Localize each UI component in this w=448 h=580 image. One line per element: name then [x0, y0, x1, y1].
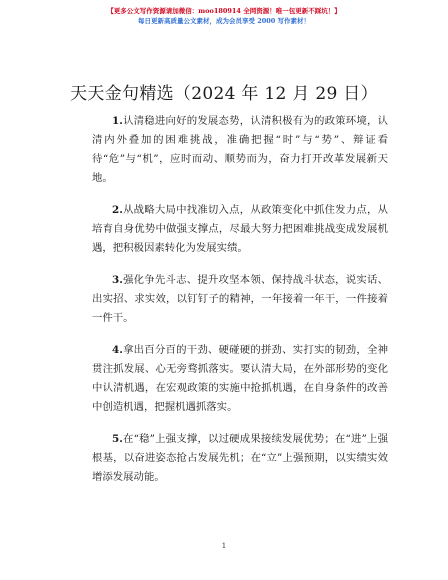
- paragraph-4: [92, 341, 388, 417]
- paragraph-text: 从战略大局中找准切入点，从政策变化中抓住发力点，从培育自身优势中做强支撑点，尽最大努力把困难挑战变成发展机遇，把积极因素转化为发展实绩。: [92, 204, 388, 254]
- paragraph-text: 在“稳”上强支撑，以过硬成果接续发展优势；在“进”上强根基，以奋进姿态抢占发展先机；在“立”上强预期，以实绩实效增添发展动能。: [92, 433, 388, 483]
- document-body: [92, 112, 388, 500]
- banner-line-2: 每日更新高质量公文素材，成为会员享受 2000 写作素材！: [137, 17, 311, 25]
- paragraph-number: 2.: [112, 204, 123, 216]
- banner-line-1: 【更多公文写作资源请加微信：moo180914 全网资源！唯一包更新不踩坑！】: [107, 7, 341, 15]
- page-title: 天天金句精选（2024 年 12 月 29 日）: [70, 84, 378, 104]
- paragraph-2: [92, 201, 388, 258]
- paragraph-text: 认清稳进向好的发展态势，认清积极有为的政策环境，认清内外叠加的困难挑战，准确把握“时”与“势”、辩证看待“危”与“机”，应时而动、顺势而为，奋力打开改革发展新天地。: [92, 115, 388, 184]
- paragraph-5: [92, 430, 388, 487]
- paragraph-number: 1.: [112, 115, 123, 127]
- paragraph-number: 5.: [112, 433, 123, 445]
- paragraph-1: [92, 112, 388, 188]
- header-banner: [0, 6, 448, 26]
- paragraph-3: [92, 271, 388, 328]
- paragraph-number: 3.: [112, 274, 123, 286]
- page-number: 1: [221, 542, 227, 550]
- paragraph-text: 拿出百分百的干劲、硬碰硬的拼劲、实打实的韧劲，全神贯注抓发展、心无旁骛抓落实。要认清大局，在外部形势的变化中认清机遇，在宏观政策的实施中抢抓机遇，在自身条件的改善中创造机遇，把握机遇抓落实。: [92, 344, 388, 413]
- paragraph-number: 4.: [112, 344, 123, 356]
- paragraph-text: 强化争先斗志、提升攻坚本领、保持战斗状态，说实话、出实招、求实效，以钉钉子的精神，一年接着一年干，一件接着一件干。: [92, 274, 388, 324]
